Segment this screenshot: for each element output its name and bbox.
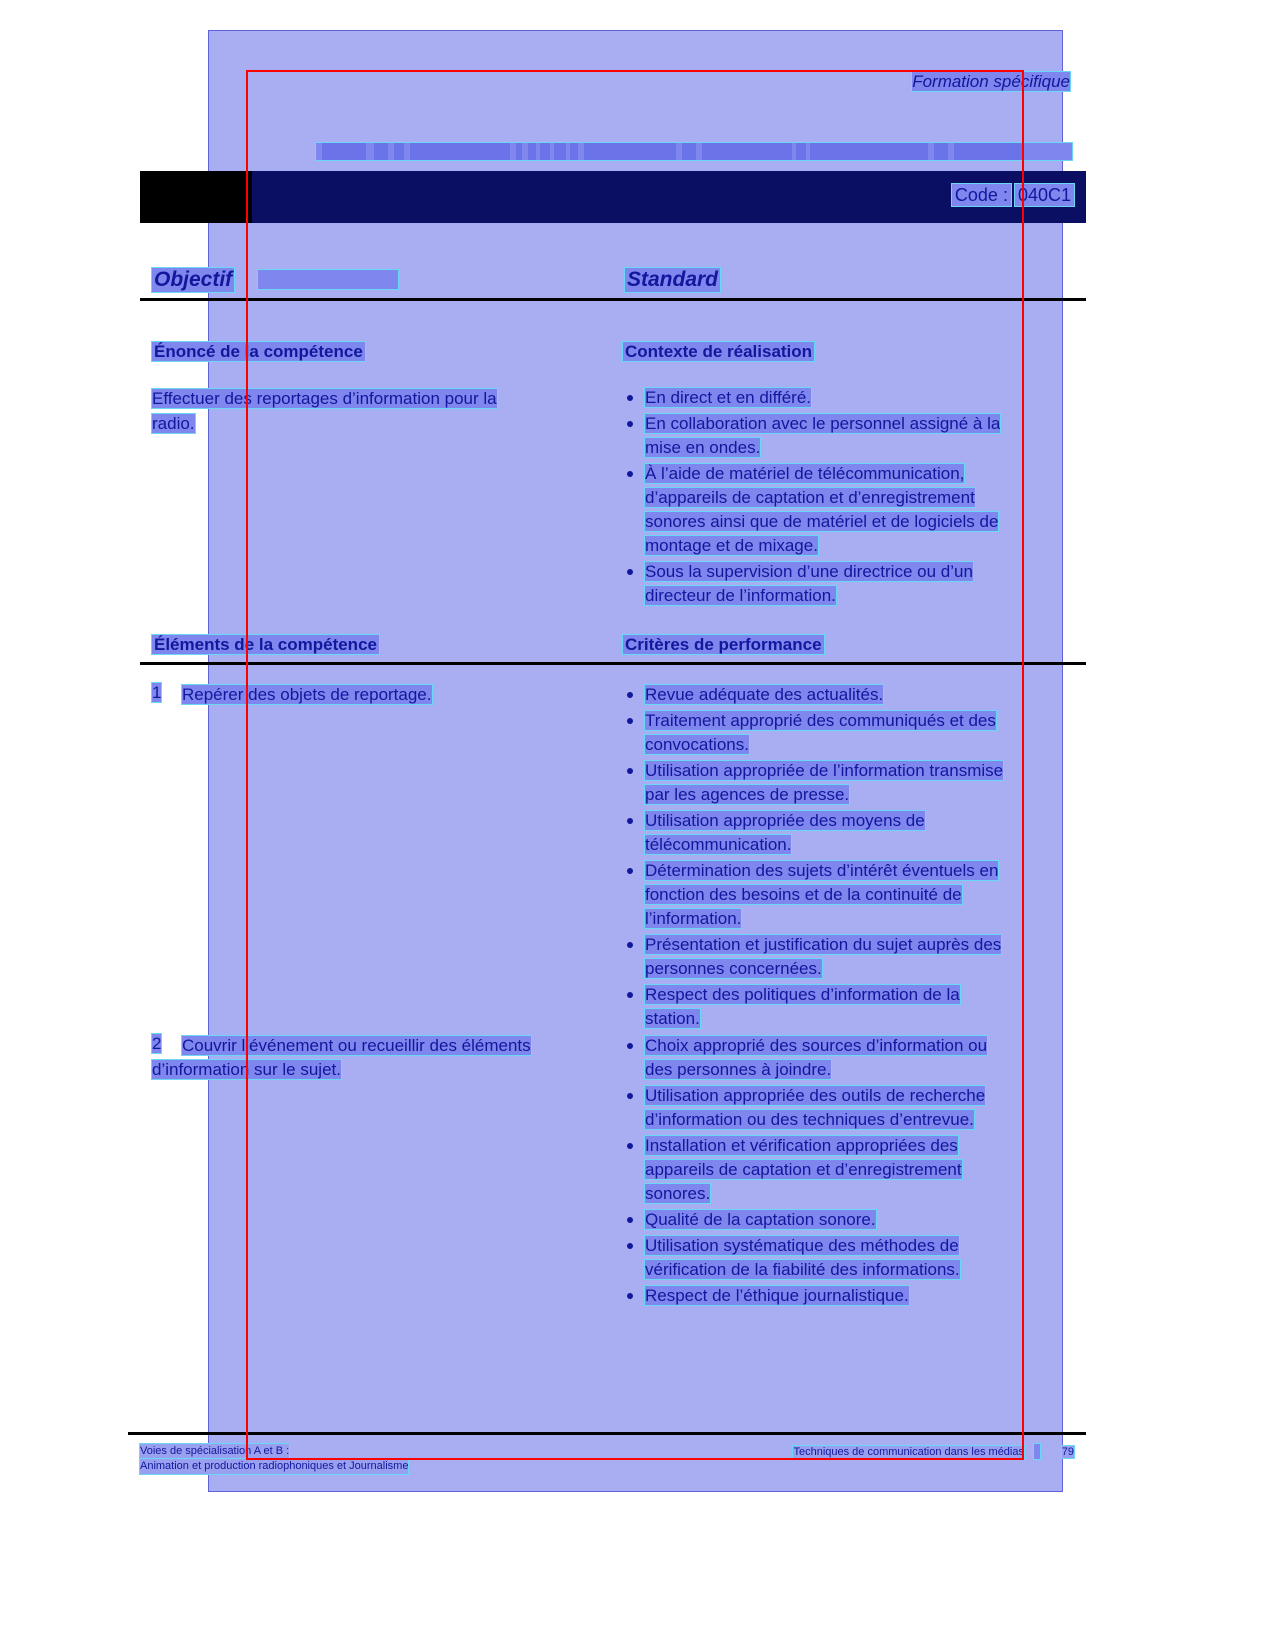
- list-item: [623, 859, 1073, 931]
- enonce-text: [152, 386, 592, 436]
- list-item-line: par les agences de presse.: [645, 785, 850, 804]
- list-item-line: Installation et vérification appropriées des: [645, 1136, 958, 1155]
- list-item-line: convocations.: [645, 735, 749, 754]
- contexte-heading: Contexte de réalisation: [625, 342, 813, 361]
- section-divider-top: [140, 298, 1086, 301]
- list-item-line: En collaboration avec le personnel assigné à la: [645, 414, 1001, 433]
- enonce-heading: Énoncé de la compétence: [154, 342, 363, 361]
- list-item-line: Respect des politiques d’information de la: [645, 985, 960, 1004]
- list-item-line: Respect de l’éthique journalistique.: [645, 1286, 909, 1305]
- list-item-line: télécommunication.: [645, 835, 792, 854]
- code-value: 040C1: [1015, 184, 1074, 206]
- list-item-line: directeur de l’information.: [645, 586, 836, 605]
- competence-line: d’information sur le sujet.: [152, 1060, 341, 1079]
- footer-page-number: 79: [1061, 1446, 1074, 1458]
- list-item-line: Choix approprié des sources d’information ou: [645, 1036, 988, 1055]
- code-bar: [140, 171, 1086, 223]
- list-item-line: personnes concernées.: [645, 959, 822, 978]
- list-item-line: d’appareils de captation et d’enregistrement: [645, 488, 975, 507]
- list-item-line: mise en ondes.: [645, 438, 761, 457]
- standard-label: Standard: [627, 268, 719, 291]
- enonce-line: radio.: [152, 414, 195, 433]
- header-note-text: Formation spécifique: [912, 72, 1070, 91]
- list-item-line: vérification de la fiabilité des informations.: [645, 1260, 960, 1279]
- criteres-list: [623, 683, 1073, 1033]
- list-item: [623, 983, 1073, 1031]
- list-item-line: station.: [645, 1009, 700, 1028]
- list-item-line: montage et de mixage.: [645, 536, 818, 555]
- list-item: [623, 560, 1073, 608]
- code-field: [952, 184, 1074, 206]
- list-item: [623, 809, 1073, 857]
- list-item-line: l’information.: [645, 909, 742, 928]
- contexte-list: [623, 386, 1073, 610]
- list-item-line: sonores.: [645, 1184, 711, 1203]
- list-item-line: Utilisation systématique des méthodes de: [645, 1236, 959, 1255]
- list-item-line: d’information ou des techniques d’entrevue.: [645, 1110, 974, 1129]
- footer-divider: [128, 1432, 1086, 1435]
- section-divider-middle: [140, 662, 1086, 665]
- elements-heading: Éléments de la compétence: [154, 635, 377, 654]
- list-item: [623, 709, 1073, 757]
- header-note: [912, 72, 1070, 92]
- list-item-line: fonction des besoins et de la continuité de: [645, 885, 962, 904]
- competence-line: Couvrir l’événement ou recueillir des éléments: [182, 1036, 531, 1055]
- list-item-line: Utilisation appropriée des outils de recherche: [645, 1086, 986, 1105]
- list-item: [623, 386, 1073, 410]
- list-item-line: Détermination des sujets d’intérêt éventuels en: [645, 861, 999, 880]
- list-item-line: Sous la supervision d’une directrice ou d’un: [645, 562, 973, 581]
- competence-item: [152, 683, 602, 707]
- footer-left-line: Voies de spécialisation A et B :: [140, 1445, 290, 1457]
- competence-number: 1: [152, 683, 162, 702]
- list-item-line: Utilisation appropriée des moyens de: [645, 811, 925, 830]
- list-item: [623, 462, 1073, 558]
- list-item-line: Présentation et justification du sujet auprès des: [645, 935, 1002, 954]
- criteres-heading: Critères de performance: [625, 635, 822, 654]
- title-band: [316, 143, 1072, 160]
- list-item: [623, 412, 1073, 460]
- competence-number: 2: [152, 1034, 162, 1053]
- list-item-line: des personnes à joindre.: [645, 1060, 832, 1079]
- list-item: [623, 1084, 1073, 1132]
- code-label: Code :: [952, 184, 1011, 206]
- criteres-list: [623, 1034, 1073, 1310]
- list-item: [623, 1234, 1073, 1282]
- objectif-label: Objectif: [154, 268, 233, 291]
- list-item: [623, 1034, 1073, 1082]
- footer-right-text: Techniques de communication dans les médias: [793, 1446, 1024, 1458]
- list-item-line: Qualité de la captation sonore.: [645, 1210, 876, 1229]
- competence-item: [152, 1034, 602, 1082]
- list-item-line: sonores ainsi que de matériel et de logiciels de: [645, 512, 999, 531]
- list-item: [623, 683, 1073, 707]
- objectif-highlight-fill: [258, 270, 398, 289]
- list-item: [623, 1208, 1073, 1232]
- list-item-line: appareils de captation et d’enregistrement: [645, 1160, 962, 1179]
- competence-line: Repérer des objets de reportage.: [182, 685, 432, 704]
- list-item-line: Revue adéquate des actualités.: [645, 685, 884, 704]
- enonce-line: Effectuer des reportages d’information pour la: [152, 389, 497, 408]
- list-item: [623, 1134, 1073, 1206]
- footer-left-line: Animation et production radiophoniques et Journalisme: [140, 1460, 409, 1472]
- list-item-line: Traitement approprié des communiqués et des: [645, 711, 996, 730]
- footer-marker: [1034, 1444, 1040, 1459]
- list-item: [623, 933, 1073, 981]
- list-item: [623, 759, 1073, 807]
- list-item-line: À l’aide de matériel de télécommunication,: [645, 464, 965, 483]
- list-item: [623, 1284, 1073, 1308]
- footer-left: [140, 1444, 560, 1474]
- list-item-line: En direct et en différé.: [645, 388, 812, 407]
- list-item-line: Utilisation appropriée de l’information transmise: [645, 761, 1004, 780]
